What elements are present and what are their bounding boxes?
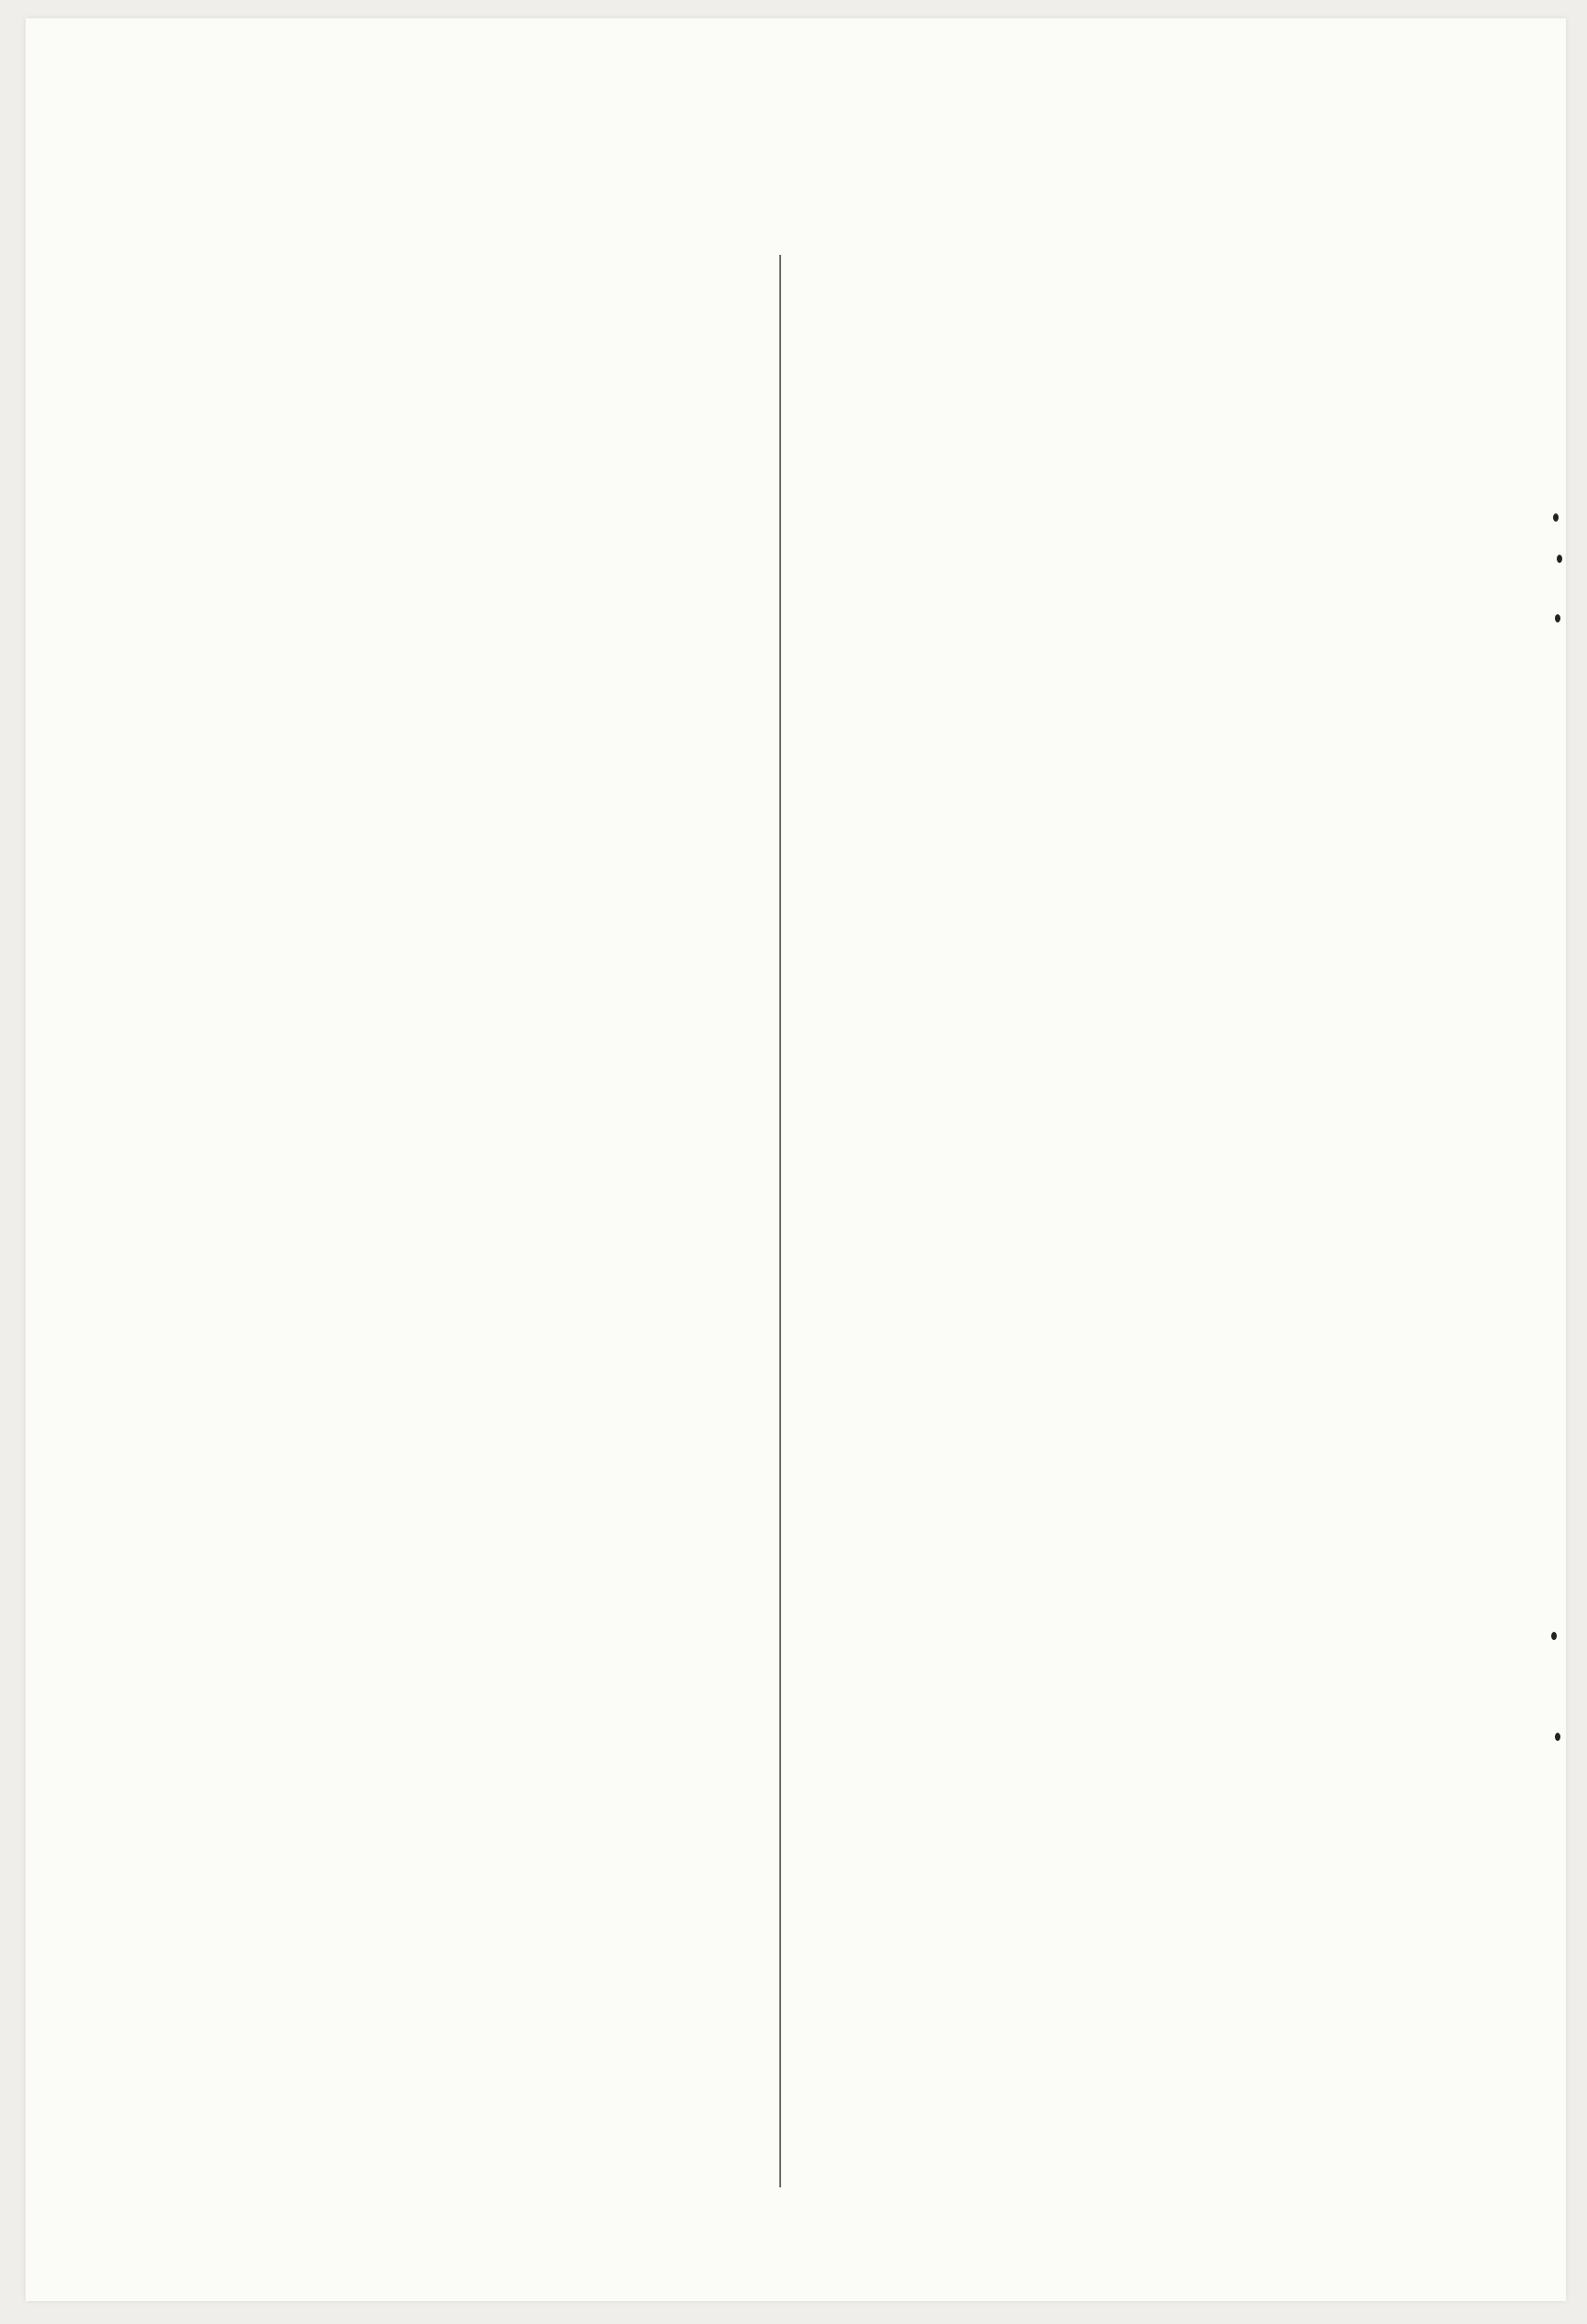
answer-page [26,18,1566,2301]
column-divider [779,255,781,2187]
